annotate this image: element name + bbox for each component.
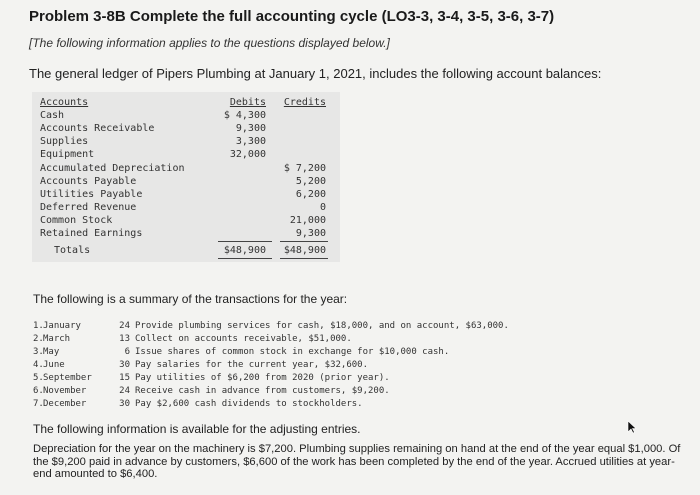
credit-value: 5,200	[295, 176, 326, 187]
transaction-day: 24	[119, 321, 130, 331]
transaction-number: 7.	[33, 399, 44, 409]
ledger-row-cash	[32, 110, 340, 123]
ledger-header-row	[32, 97, 340, 110]
ledger-table	[32, 92, 340, 262]
transaction-number: 1.	[33, 321, 44, 331]
ledger-row-retained-earnings	[32, 228, 340, 241]
transaction-number: 3.	[33, 347, 44, 357]
ledger-totals-row	[32, 245, 340, 258]
transaction-description: Pay utilities of $6,200 from 2020 (prior year).	[135, 373, 390, 383]
totals-label: Totals	[54, 245, 91, 256]
transaction-month: January	[43, 321, 81, 331]
ledger-row-accounts-payable	[32, 176, 340, 189]
summary-title: The following is a summary of the transactions for the year:	[33, 292, 348, 306]
transaction-month: December	[43, 399, 87, 409]
account-name: Accounts Payable	[40, 176, 137, 187]
transaction-month: November	[43, 386, 87, 396]
transaction-number: 4.	[33, 360, 44, 370]
transaction-number: 2.	[33, 334, 44, 344]
transaction-day: 13	[119, 334, 130, 344]
account-name: Retained Earnings	[40, 228, 143, 239]
transaction-day: 6	[124, 347, 130, 357]
debits-header: Debits	[229, 97, 266, 108]
transaction-number: 5.	[33, 373, 44, 383]
transaction-month: May	[43, 347, 60, 357]
credits-header: Credits	[283, 97, 326, 108]
ledger-row-common-stock	[32, 215, 340, 228]
account-name: Supplies	[40, 136, 89, 147]
credit-total-underline	[280, 258, 328, 259]
debit-value: 9,300	[235, 123, 266, 134]
ledger-row-deferred-revenue	[32, 202, 340, 215]
transaction-description: Provide plumbing services for cash, $18,000, and on account, $63,000.	[135, 321, 509, 331]
debit-total: $48,900	[223, 245, 266, 256]
credit-value: $ 7,200	[283, 163, 326, 174]
transaction-description: Collect on accounts receivable, $51,000.	[135, 334, 352, 344]
ledger-row-utilities-payable	[32, 189, 340, 202]
intro-text: The general ledger of Pipers Plumbing at January 1, 2021, includes the following account balances:	[29, 66, 602, 81]
debit-sum-line	[218, 241, 272, 242]
account-name: Accumulated Depreciation	[40, 163, 185, 174]
transaction-day: 24	[119, 386, 130, 396]
ledger-row-equipment	[32, 149, 340, 162]
account-name: Cash	[40, 110, 65, 121]
account-name: Accounts Receivable	[40, 123, 155, 134]
instruction-note: [The following information applies to the questions displayed below.]	[29, 36, 390, 50]
credit-value: 0	[319, 202, 326, 213]
credit-value: 9,300	[295, 228, 326, 239]
transaction-month: June	[43, 360, 65, 370]
adjusting-title: The following information is available for the adjusting entries.	[33, 422, 361, 436]
problem-title: Problem 3-8B Complete the full accounting cycle (LO3-3, 3-4, 3-5, 3-6, 3-7)	[29, 8, 555, 25]
ledger-row-supplies	[32, 136, 340, 149]
accounts-header: Accounts	[40, 97, 89, 108]
transaction-description: Receive cash in advance from customers, $9,200.	[135, 386, 390, 396]
credit-value: 6,200	[295, 189, 326, 200]
account-name: Deferred Revenue	[40, 202, 137, 213]
transaction-month: March	[43, 334, 71, 344]
ledger-row-accumulated-depreciation	[32, 163, 340, 176]
transaction-day: 30	[119, 360, 130, 370]
debit-value: $ 4,300	[223, 110, 266, 121]
credit-total: $48,900	[283, 245, 326, 256]
transaction-day: 30	[119, 399, 130, 409]
debit-value: 3,300	[235, 136, 266, 147]
credit-value: 21,000	[289, 215, 326, 226]
mouse-pointer-icon	[627, 420, 637, 434]
ledger-row-accounts-receivable	[32, 123, 340, 136]
transaction-description: Pay salaries for the current year, $32,600.	[135, 360, 368, 370]
credit-sum-line	[280, 241, 328, 242]
transaction-number: 6.	[33, 386, 44, 396]
transaction-description: Pay $2,600 cash dividends to stockholders.	[135, 399, 363, 409]
account-name: Common Stock	[40, 215, 113, 226]
debit-value: 32,000	[229, 149, 266, 160]
account-name: Utilities Payable	[40, 189, 143, 200]
transaction-day: 15	[119, 373, 130, 383]
transaction-description: Issue shares of common stock in exchange for $10,000 cash.	[135, 347, 450, 357]
debit-total-underline	[218, 258, 272, 259]
transaction-month: September	[43, 373, 92, 383]
account-name: Equipment	[40, 149, 95, 160]
adjusting-text: Depreciation for the year on the machinery is $7,200. Plumbing supplies remaining on hand at the end of the year equal $1,000. Of the $9,200 paid in advance by customers, $6,600 of the work has been completed by the end of the year. Accrued utilities at year-end amounted to $6,400.	[33, 443, 681, 480]
